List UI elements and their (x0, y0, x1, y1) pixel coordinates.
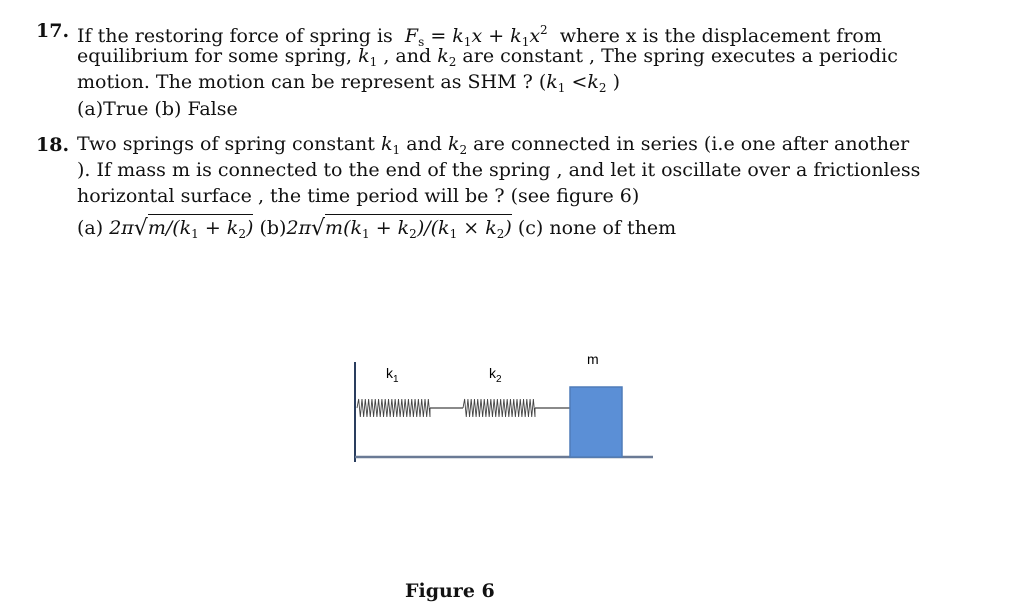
label-m: m (587, 351, 599, 367)
label-k2: $k_2$ (489, 365, 502, 385)
q18-options: (a) $2\pi√m/(k_1 + k_2) (b)2\pi√m(k_1 + k_2)/(k_1 \times k_2)$ (c) none of them (77, 214, 676, 246)
q17-line-1: If the restoring force of spring is $F_s = k_1x + k_1x^2$ where x is the displacement from (77, 23, 882, 49)
option-a-formula: $2\pi√m/(k_1 + k_2)$ (109, 217, 253, 239)
option-b-formula: $2\pi√m(k_1 + k_2)/(k_1 \times k_2)$ (286, 217, 511, 239)
spring-k2 (463, 399, 535, 417)
question-number: 18. (36, 134, 70, 156)
q17-options: (a)True (b) False (77, 98, 238, 120)
spring-coil (463, 399, 535, 417)
label-k1: $k_1$ (386, 365, 399, 385)
spring-coil (357, 399, 430, 417)
force-equation: $F_s = k_1x + k_1x^2$ (398, 23, 548, 49)
figure-caption: Figure 6 (405, 580, 495, 602)
q17-line-2: equilibrium for some spring, $k_1$ , and $k_2$ are constant , The spring executes a periodic (77, 45, 898, 69)
spring-k1 (357, 399, 430, 417)
q18-line-2: ). If mass m is connected to the end of the spring , and let it oscillate over a frictionless (77, 159, 921, 181)
q17-line-3: motion. The motion can be represent as SHM ? ($k_1 <k_2$ ) (77, 71, 620, 95)
mass-block (570, 387, 622, 457)
q18-line-3: horizontal surface , the time period will be ? (see figure 6) (77, 185, 640, 207)
q18-line-1: Two springs of spring constant $k_1$ and $k_2$ are connected in series (i.e one after another (77, 133, 910, 157)
question-number: 17. (36, 20, 70, 42)
